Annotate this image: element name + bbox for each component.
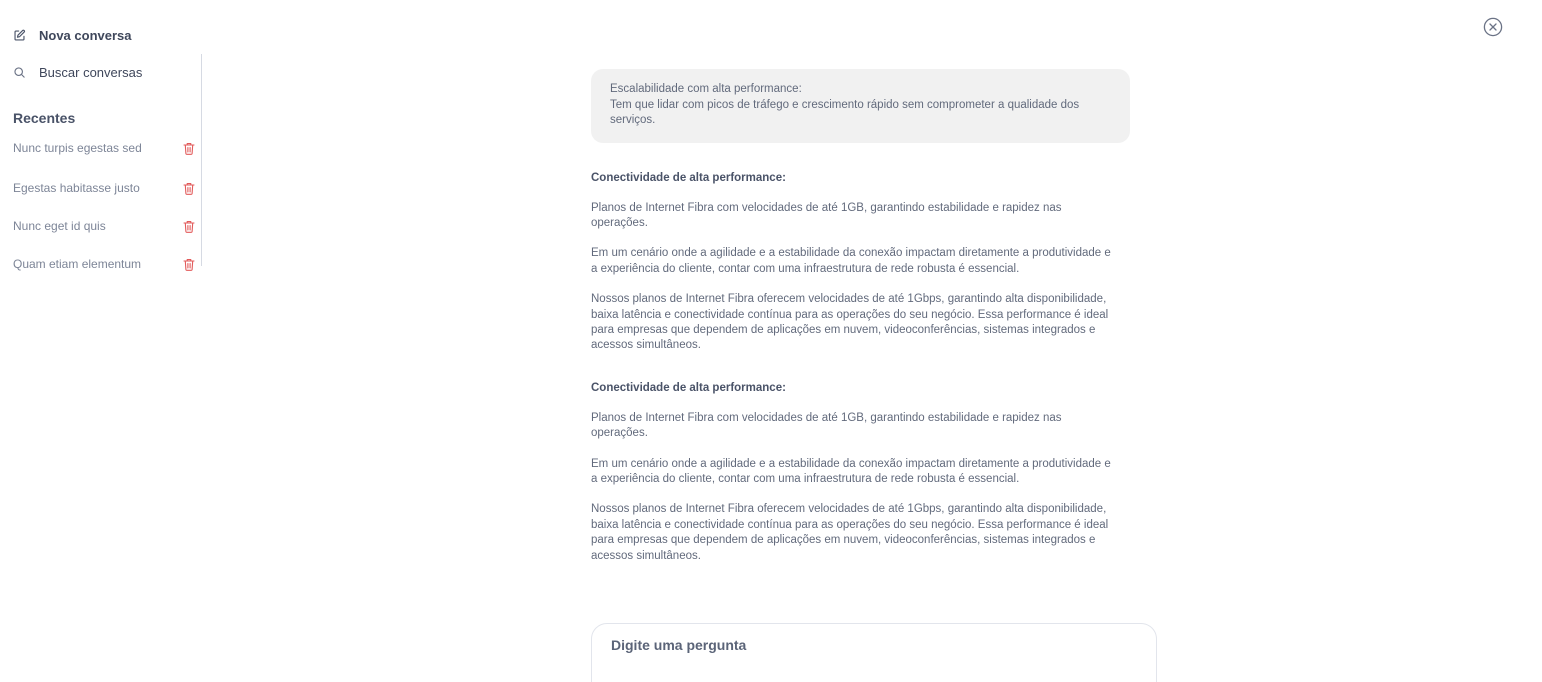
answer-heading: Conectividade de alta performance: — [591, 171, 786, 184]
new-chat-label: Nova conversa — [39, 27, 132, 43]
answer-paragraph: Em um cenário onde a agilidade e a estabilidade da conexão impactam diretamente a produtividade e a experiência do cliente, contar com uma infraestrutura de rede robusta é essencial. — [591, 247, 1111, 275]
user-message-line: Tem que lidar com picos de tráfego e crescimento rápido sem comprometer a qualidade dos serviços. — [610, 98, 1080, 126]
trash-icon[interactable] — [183, 142, 195, 155]
chat-thread — [591, 69, 1157, 579]
trash-icon[interactable] — [183, 258, 195, 271]
assistant-answer — [591, 171, 1111, 565]
edit-icon — [13, 29, 26, 42]
recent-item-label: Nunc turpis egestas sed — [13, 141, 142, 155]
answer-paragraph: Planos de Internet Fibra com velocidades de até 1GB, garantindo estabilidade e rapidez nas operações. — [591, 411, 1062, 440]
trash-icon[interactable] — [183, 220, 195, 233]
sidebar-divider — [201, 54, 202, 266]
answer-paragraph: Nossos planos de Internet Fibra oferecem velocidades de até 1Gbps, garantindo alta disponibilidade, baixa latência e conectividade contínua para as operações do seu negócio. Essa performance é ideal para empresas que dependem de aplicações em nuvem, videoconferências, sistemas integrados e acessos simultâneos. — [591, 293, 1109, 352]
question-input[interactable] — [611, 634, 1111, 656]
recent-item[interactable] — [13, 254, 195, 274]
recent-item[interactable] — [13, 178, 195, 198]
answer-section — [591, 171, 1111, 354]
recent-item[interactable] — [13, 216, 195, 236]
answer-paragraph: Nossos planos de Internet Fibra oferecem velocidades de até 1Gbps, garantindo alta disponibilidade, baixa latência e conectividade contínua para as operações do seu negócio. Essa performance é ideal para empresas que dependem de aplicações em nuvem, videoconferências, sistemas integrados e acessos simultâneos. — [591, 503, 1109, 562]
user-message-line: Escalabilidade com alta performance: — [610, 83, 802, 95]
trash-icon[interactable] — [183, 182, 195, 195]
answer-paragraph: Em um cenário onde a agilidade e a estabilidade da conexão impactam diretamente a produtividade e a experiência do cliente, contar com uma infraestrutura de rede robusta é essencial. — [591, 457, 1111, 485]
answer-paragraph: Planos de Internet Fibra com velocidades de até 1GB, garantindo estabilidade e rapidez nas operações. — [591, 201, 1062, 229]
new-chat-button[interactable] — [13, 25, 132, 45]
question-input-box[interactable] — [591, 623, 1157, 682]
recent-item-label: Egestas habitasse justo — [13, 181, 140, 195]
recent-title: Recentes — [13, 110, 76, 126]
search-icon — [13, 66, 26, 79]
search-conversations-label: Buscar conversas — [39, 64, 143, 80]
close-icon[interactable] — [1483, 17, 1503, 37]
search-conversations-button[interactable] — [13, 62, 142, 82]
user-message-bubble — [591, 69, 1130, 143]
sidebar — [0, 0, 210, 682]
answer-heading: Conectividade de alta performance: — [591, 381, 786, 394]
recent-item-label: Nunc eget id quis — [13, 219, 106, 233]
recent-item[interactable] — [13, 138, 195, 158]
answer-section — [591, 381, 1111, 564]
recent-item-label: Quam etiam elementum — [13, 257, 142, 271]
